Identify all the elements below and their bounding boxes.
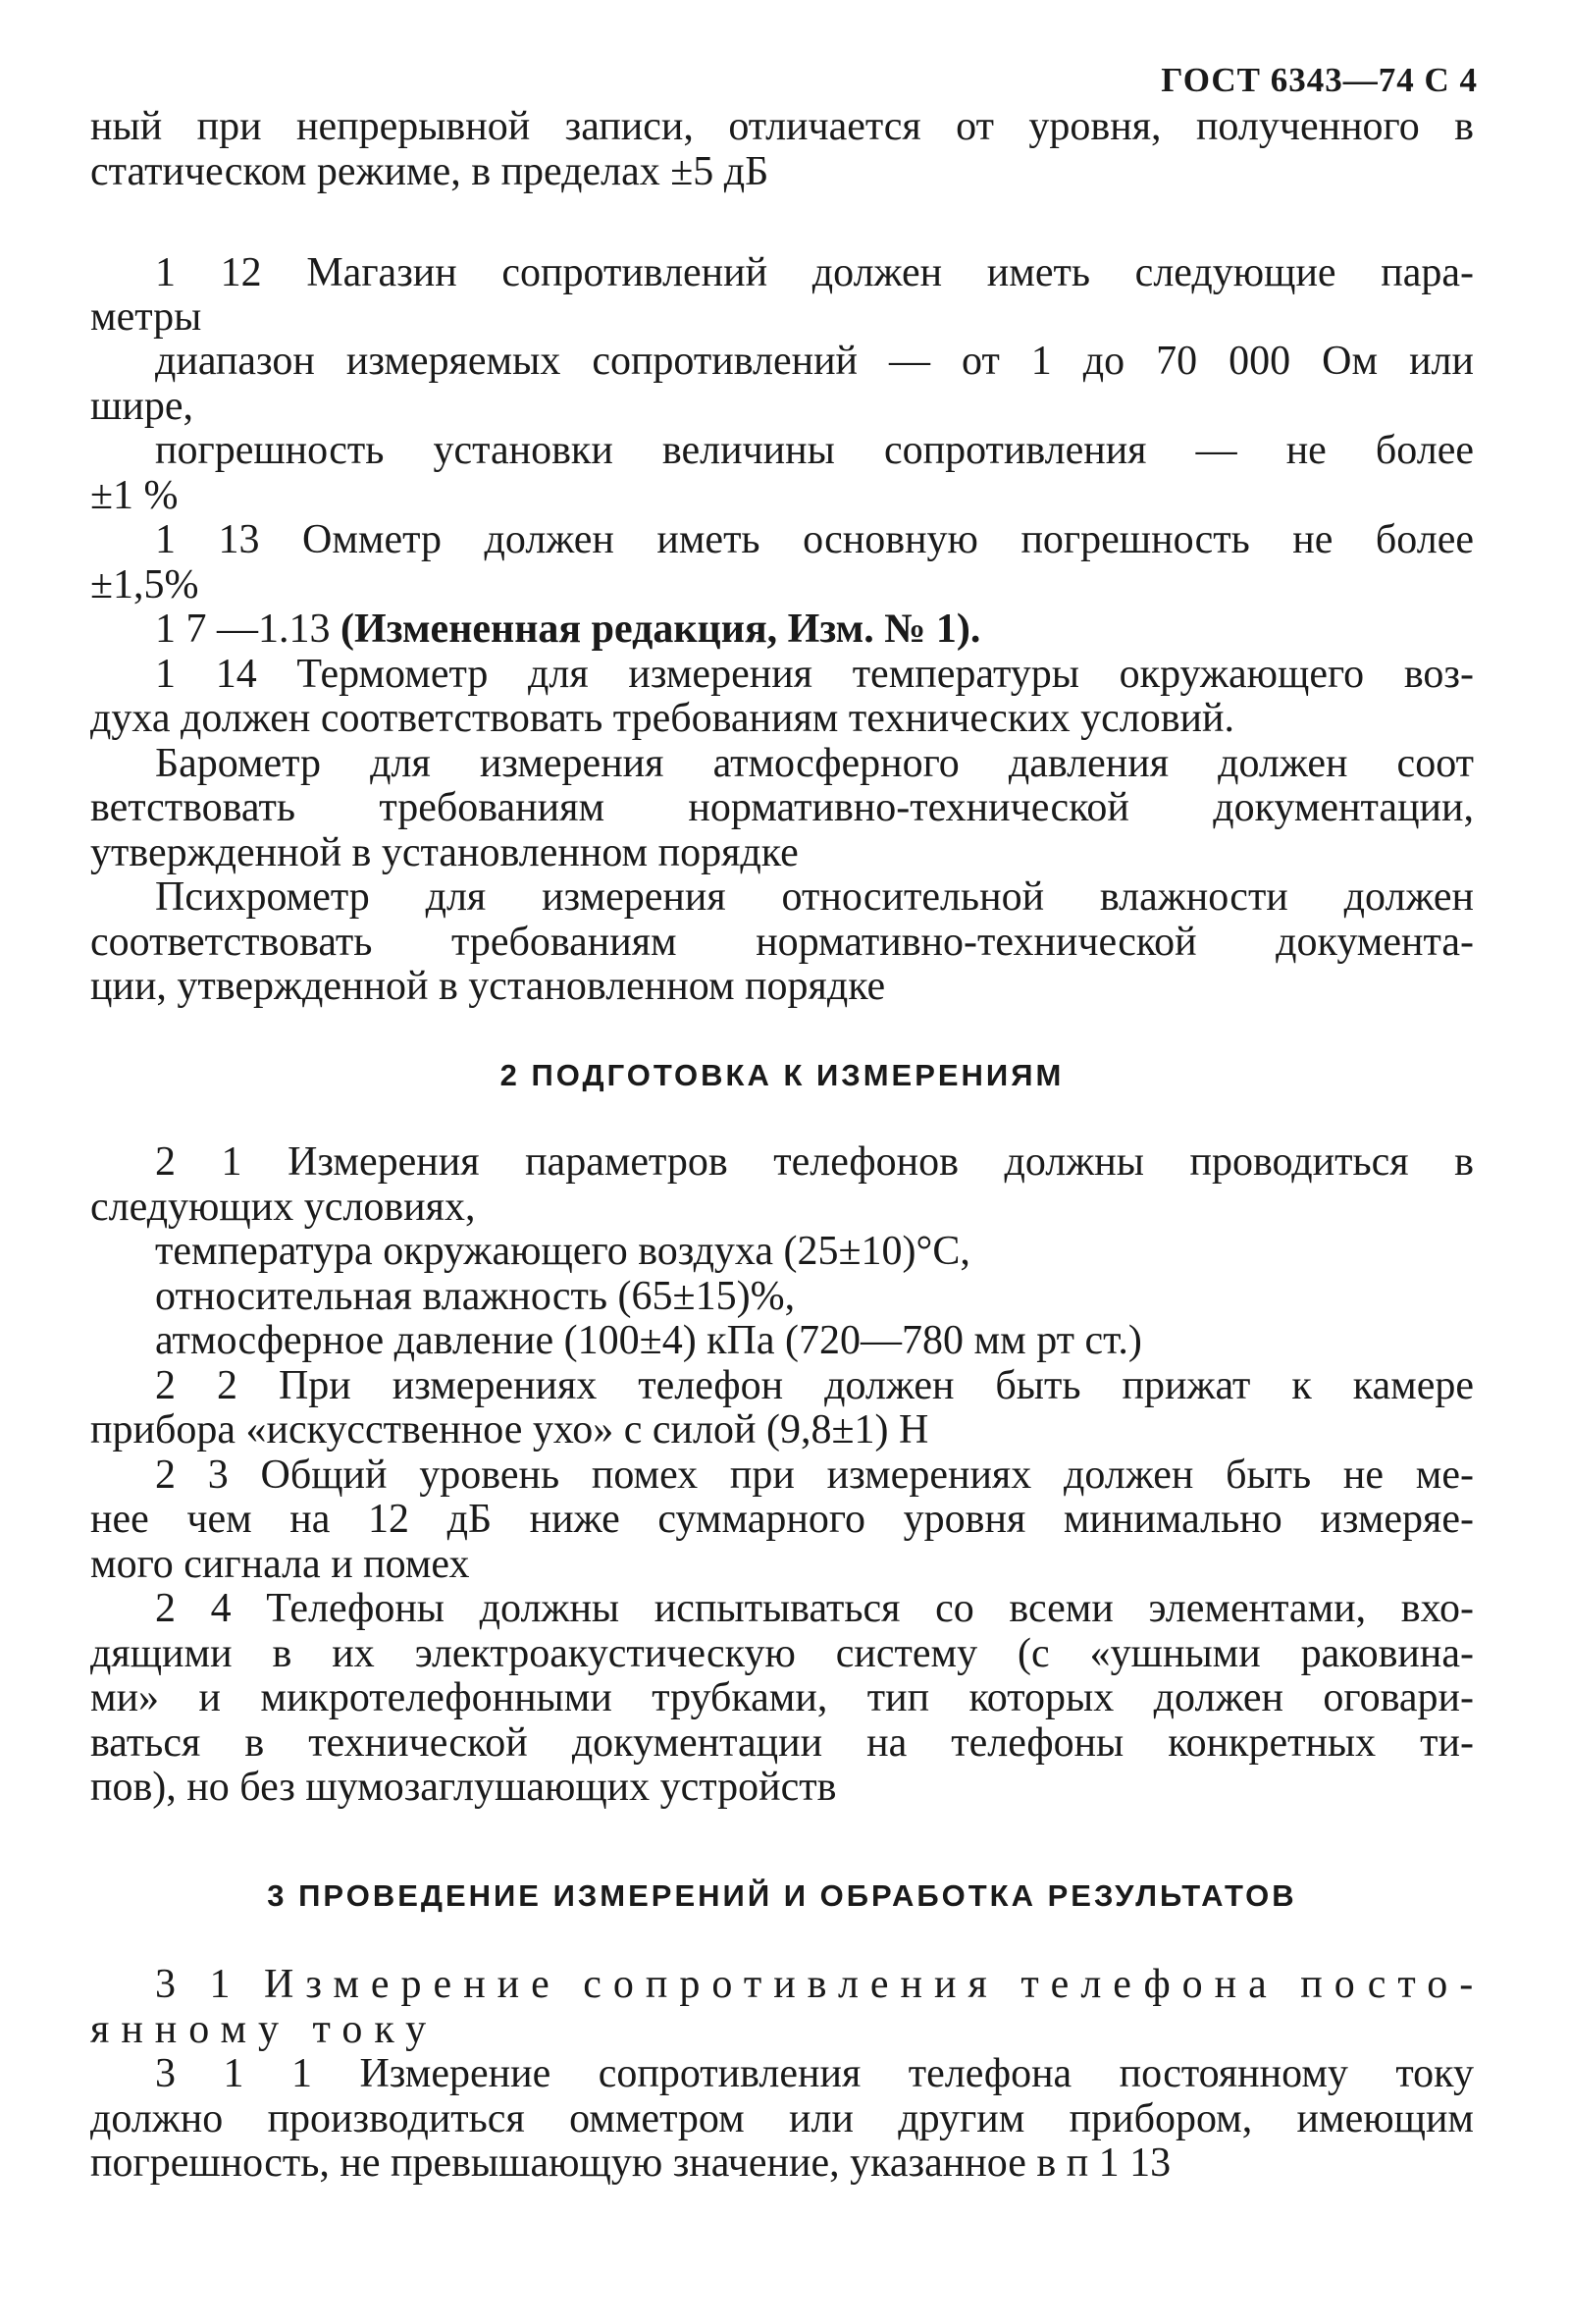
text-line: дящими в их электроакустическую систему (с «ушными раковина- [90,1631,1474,1676]
text-line [155,607,1474,652]
text-line: соответствовать требованиям нормативно-технической документа- [90,920,1474,965]
text-line: относительная влажность (65±15)%, [155,1274,796,1319]
text-line: погрешность установки величины сопротивления — не более [155,428,1474,473]
text-line: духа должен соответствовать требованиям технических условий. [90,696,1234,741]
amendment-note: (Измененная редакция, Изм. № 1). [340,607,981,652]
amendment-ref: 1 7 —1.13 [155,607,331,652]
section-heading: 3 ПРОВЕДЕНИЕ ИЗМЕРЕНИЙ И ОБРАБОТКА РЕЗУЛЬТАТОВ [267,1878,1297,1913]
text-line: 1 14 Термометр для измерения температуры окружающего воз- [155,652,1474,697]
text-line: статическом режиме, в пределах ±5 дБ [90,149,769,194]
text-line: 2 1 Измерения параметров телефонов должны проводиться в [155,1139,1474,1185]
text-line: янному току [90,2007,439,2052]
text-line: диапазон измеряемых сопротивлений — от 1 до 70 000 Ом или [155,339,1474,384]
text-line: атмосферное давление (100±4) кПа (720—780 мм рт ст.) [155,1318,1142,1363]
text-line: ваться в технической документации на телефоны конкретных ти- [90,1720,1474,1766]
section-heading: 2 ПОДГОТОВКА К ИЗМЕРЕНИЯМ [499,1058,1065,1092]
page-header: ГОСТ 6343—74 С 4 [1161,61,1478,99]
text-line: погрешность, не превышающую значение, указанное в п 1 13 [90,2140,1172,2186]
text-line: ми» и микротелефонными трубками, тип которых должен оговари- [90,1675,1474,1720]
text-line: мого сигнала и помех [90,1542,470,1587]
text-line: 1 13 Омметр должен иметь основную погрешность не более [155,517,1474,562]
text-line: 2 3 Общий уровень помех при измерениях должен быть не ме- [155,1452,1474,1498]
text-line: Барометр для измерения атмосферного давления должен соот [155,741,1474,786]
text-line: должно производиться омметром или другим прибором, имеющим [90,2096,1474,2141]
text-line: 3 1 1 Измерение сопротивления телефона постоянному току [155,2051,1474,2096]
text-line: ±1 % [90,473,179,518]
text-line: ±1,5% [90,562,199,607]
text-line: 2 2 При измерениях телефон должен быть прижат к камере [155,1363,1474,1408]
text-line: ный при непрерывной записи, отличается от уровня, полученного в [90,104,1474,149]
text-line: нее чем на 12 дБ ниже суммарного уровня минимально измеряе- [90,1497,1474,1542]
text-line: следующих условиях, [90,1185,476,1230]
text-line: пов), но без шумозаглушающих устройств [90,1765,837,1810]
text-line: 2 4 Телефоны должны испытываться со всеми элементами, вхо- [155,1586,1474,1631]
text-line: 3 1 Измерение сопротивления телефона посто- [155,1962,1486,2007]
text-line: температура окружающего воздуха (25±10)°С, [155,1229,970,1274]
text-line: утвержденной в установленном порядке [90,830,799,875]
text-line: шире, [90,384,193,429]
text-line: Психрометр для измерения относительной влажности должен [155,874,1474,920]
text-line: 1 12 Магазин сопротивлений должен иметь следующие пара- [155,250,1474,295]
text-line: ветствовать требованиям нормативно-технической документации, [90,785,1474,830]
text-line: ции, утвержденной в установленном порядке [90,964,886,1009]
text-line: прибора «искусственное ухо» с силой (9,8±1) Н [90,1407,929,1452]
text-line: метры [90,294,202,340]
